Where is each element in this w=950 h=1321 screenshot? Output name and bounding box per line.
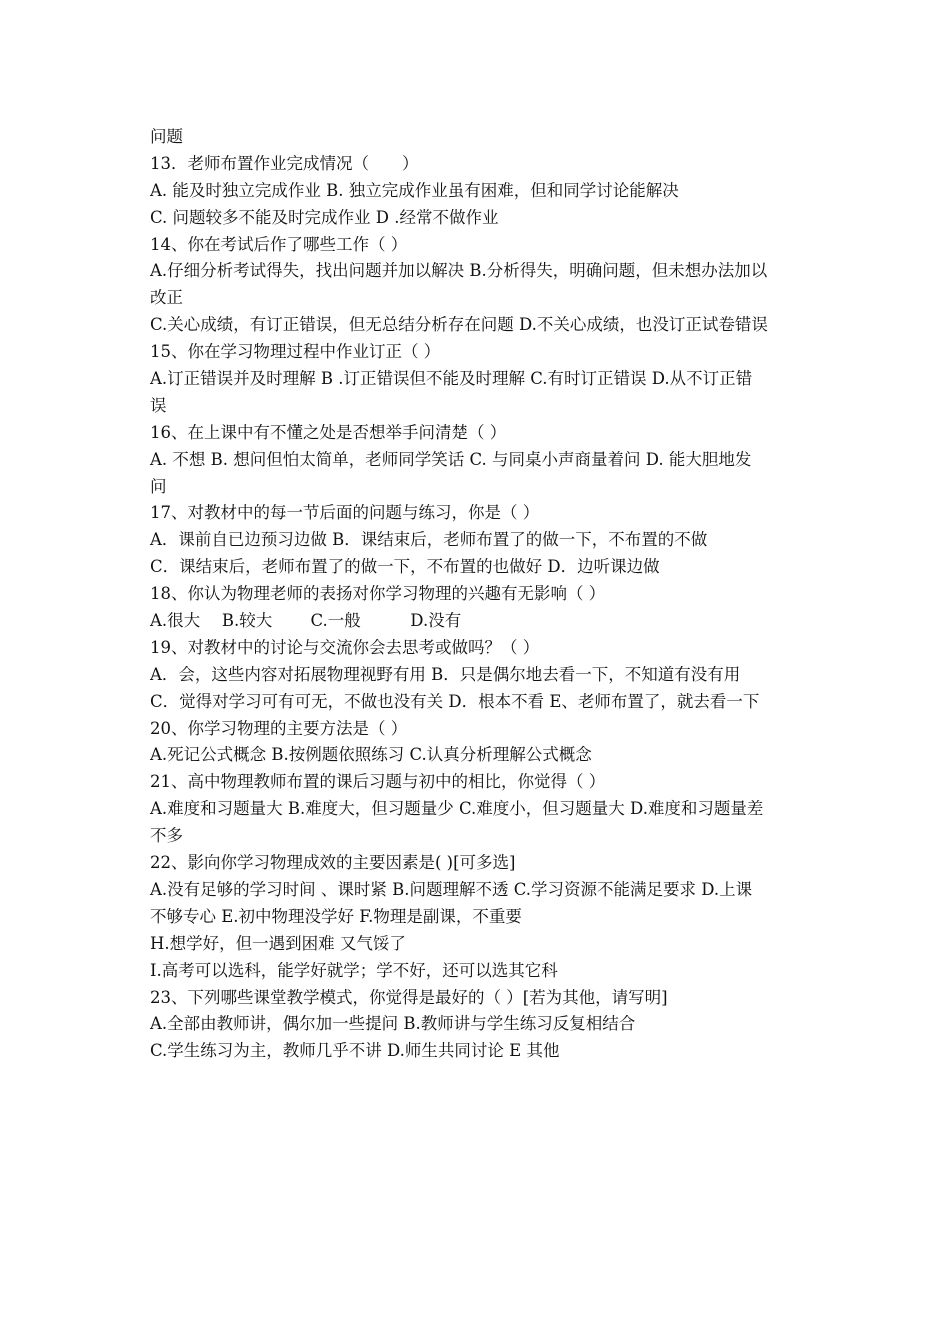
question-13-options: A. 能及时独立完成作业 B. 独立完成作业虽有困难，但和同学讨论能解决 xyxy=(150,180,679,200)
question-21-options: A.难度和习题量大 B.难度大，但习题量少 C.难度小，但习题量大 D.难度和习题量差 xyxy=(150,799,764,819)
question-18: 18、你认为物理老师的表扬对你学习物理的兴趣有无影响（ ） xyxy=(150,584,606,604)
question-17-options: C．课结束后，老师布置了的做一下，不布置的也做好 D．边听课边做 xyxy=(150,557,660,577)
question-14-options: 改正 xyxy=(150,288,183,308)
question-14-options: A.仔细分析考试得失，找出问题并加以解决 B.分析得失，明确问题，但未想办法加以 xyxy=(150,261,768,281)
question-22: 22、影向你学习物理成效的主要因素是( )[可多选] xyxy=(150,853,516,873)
question-22-options: H.想学好，但一遇到困难 又气馁了 xyxy=(150,933,406,953)
question-19-options: C．觉得对学习可有可无，不做也没有关 D．根本不看 E、老师布置了，就去看一下 xyxy=(150,691,760,711)
question-15-options: A.订正错误并及时理解 B .订正错误但不能及时理解 C.有时订正错误 D.从不订正错 xyxy=(150,369,753,389)
question-15-options: 误 xyxy=(150,395,167,415)
question-20-options: A.死记公式概念 B.按例题依照练习 C.认真分析理解公式概念 xyxy=(150,745,592,765)
question-23-options: C.学生练习为主，教师几乎不讲 D.师生共同讨论 E 其他 xyxy=(150,1041,560,1061)
questionnaire-text xyxy=(150,124,804,1065)
question-18-options: A.很大 B.较大 C.一般 D.没有 xyxy=(150,611,462,631)
question-13-options: C. 问题较多不能及时完成作业 D .经常不做作业 xyxy=(150,207,499,227)
question-22-options: 不够专心 E.初中物理没学好 F.物理是副课，不重要 xyxy=(150,906,522,926)
text-line: 问题 xyxy=(150,127,183,146)
question-21: 21、高中物理教师布置的课后习题与初中的相比，你觉得（ ） xyxy=(150,772,606,792)
question-16-options: 问 xyxy=(150,476,167,496)
question-19-options: A．会，这些内容对拓展物理视野有用 B．只是偶尔地去看一下，不知道有没有用 xyxy=(150,664,741,684)
question-20: 20、你学习物理的主要方法是（ ） xyxy=(150,718,408,738)
question-16: 16、在上课中有不懂之处是否想举手问清楚（ ） xyxy=(150,422,507,442)
question-14: 14、你在考试后作了哪些工作（ ） xyxy=(150,234,408,254)
question-21-options: 不多 xyxy=(150,826,183,846)
question-17-options: A．课前自已边预习边做 B．课结束后，老师布置了的做一下，不布置的不做 xyxy=(150,530,708,550)
question-15: 15、你在学习物理过程中作业订正（ ） xyxy=(150,342,441,362)
question-23: 23、下列哪些课堂教学模式，你觉得是最好的（ ）[若为其他，请写明] xyxy=(150,987,668,1007)
question-22-options: I.高考可以选科，能学好就学；学不好，还可以选其它科 xyxy=(150,960,558,980)
question-22-options: A.没有足够的学习时间 、课时紧 B.问题理解不透 C.学习资源不能满足要求 D.上课 xyxy=(150,879,753,899)
question-14-options: C.关心成绩，有订正错误，但无总结分析存在问题 D.不关心成绩，也没订正试卷错误 xyxy=(150,315,768,335)
question-13: 13．老师布置作业完成情况（ ） xyxy=(150,153,419,173)
question-23-options: A.全部由教师讲，偶尔加一些提问 B.教师讲与学生练习反复相结合 xyxy=(150,1014,636,1034)
question-19: 19、对教材中的讨论与交流你会去思考或做吗？（ ） xyxy=(150,637,540,657)
question-17: 17、对教材中的每一节后面的问题与练习，你是（ ） xyxy=(150,503,540,523)
question-16-options: A. 不想 B. 想问但怕太简单，老师同学笑话 C. 与同桌小声商量着问 D. 能大胆地发 xyxy=(150,449,752,469)
